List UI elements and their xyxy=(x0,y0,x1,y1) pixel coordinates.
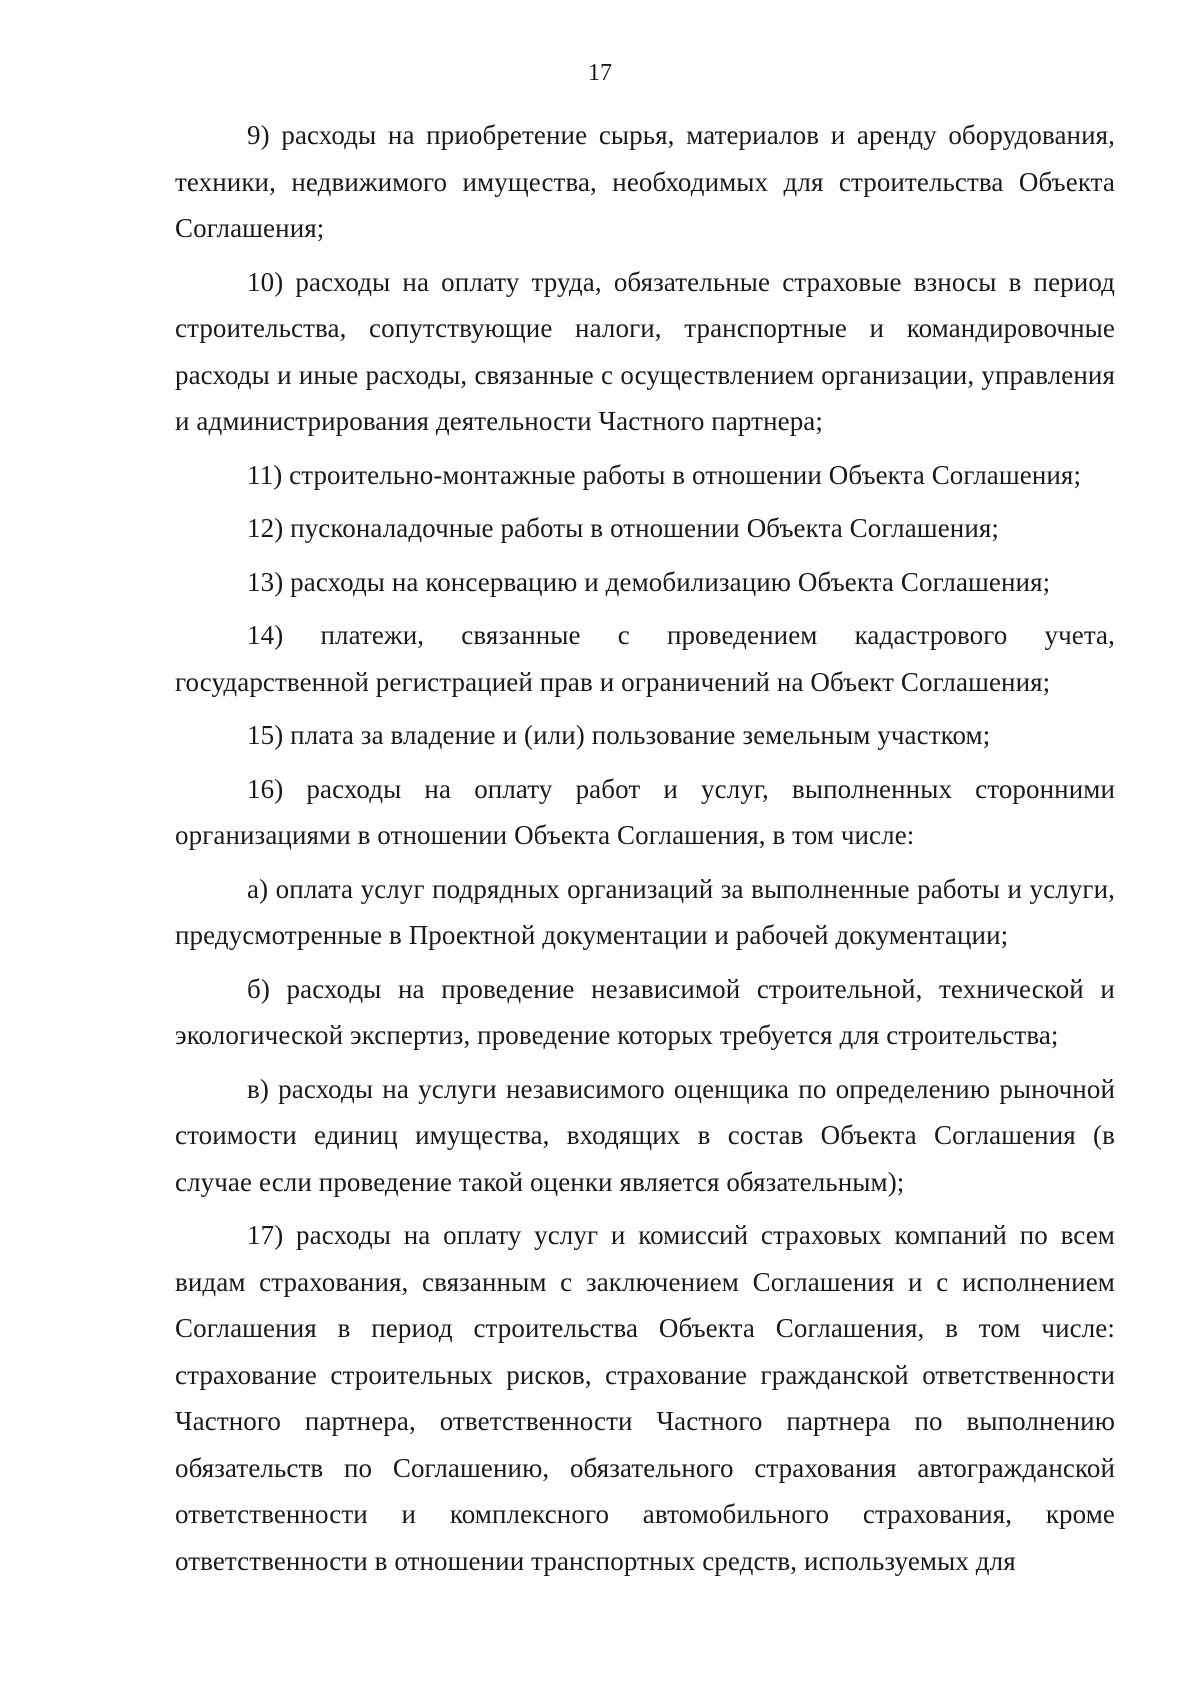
paragraph-item-17: 17) расходы на оплату услуг и комиссий страховых компаний по всем видам страхования, связанным с заключением Соглашения и с исполнением Соглашения в период строительства Объекта Соглашения, в том числе: страхование строительных рисков, страхование гражданской ответственности Частного партнера, ответственности Частного партнера по выполнению обязательств по Соглашению, обязательного страхования автогражданской ответственности и комплексного автомобильного страхования, кроме ответственности в отношении транспортных средств, используемых для xyxy=(175,1220,1115,1576)
paragraph-subitem-v: в) расходы на услуги независимого оценщика по определению рыночной стоимости единиц имущества, входящих в состав Объекта Соглашения (в случае если проведение такой оценки является обязательным); xyxy=(175,1073,1115,1197)
paragraph-subitem-b: б) расходы на проведение независимой строительной, технической и экологической экспертиз, проведение которых требуется для строительства; xyxy=(175,973,1115,1050)
paragraph-item-12: 12) пусконаладочные работы в отношении Объекта Соглашения; xyxy=(247,513,1000,543)
page-number: 17 xyxy=(588,60,612,86)
paragraph-item-16: 16) расходы на оплату работ и услуг, выполненных сторонними организациями в отношении Объекта Соглашения, в том числе: xyxy=(175,773,1115,850)
paragraph-subitem-a: а) оплата услуг подрядных организаций за выполненные работы и услуги, предусмотренные в Проектной документации и рабочей документации; xyxy=(175,873,1115,950)
paragraph-item-11: 11) строительно-монтажные работы в отношении Объекта Соглашения; xyxy=(247,459,1082,490)
paragraph-item-10: 10) расходы на оплату труда, обязательные страховые взносы в период строительства, сопутствующие налоги, транспортные и командировочные расходы и иные расходы, связанные с осуществлением организации, управления и администрирования деятельности Частного партнера; xyxy=(175,266,1115,436)
paragraph-item-9: 9) расходы на приобретение сырья, материалов и аренду оборудования, техники, недвижимого имущества, необходимых для строительства Объекта Соглашения; xyxy=(175,120,1115,243)
paragraph-item-14: 14) платежи, связанные с проведением кадастрового учета, государственной регистрацией прав и ограничений на Объект Соглашения; xyxy=(175,620,1115,697)
document-body xyxy=(175,112,1115,1591)
paragraph-item-13: 13) расходы на консервацию и демобилизацию Объекта Соглашения; xyxy=(247,566,1051,597)
paragraph-item-15: 15) плата за владение и (или) пользование земельным участком; xyxy=(247,720,991,750)
